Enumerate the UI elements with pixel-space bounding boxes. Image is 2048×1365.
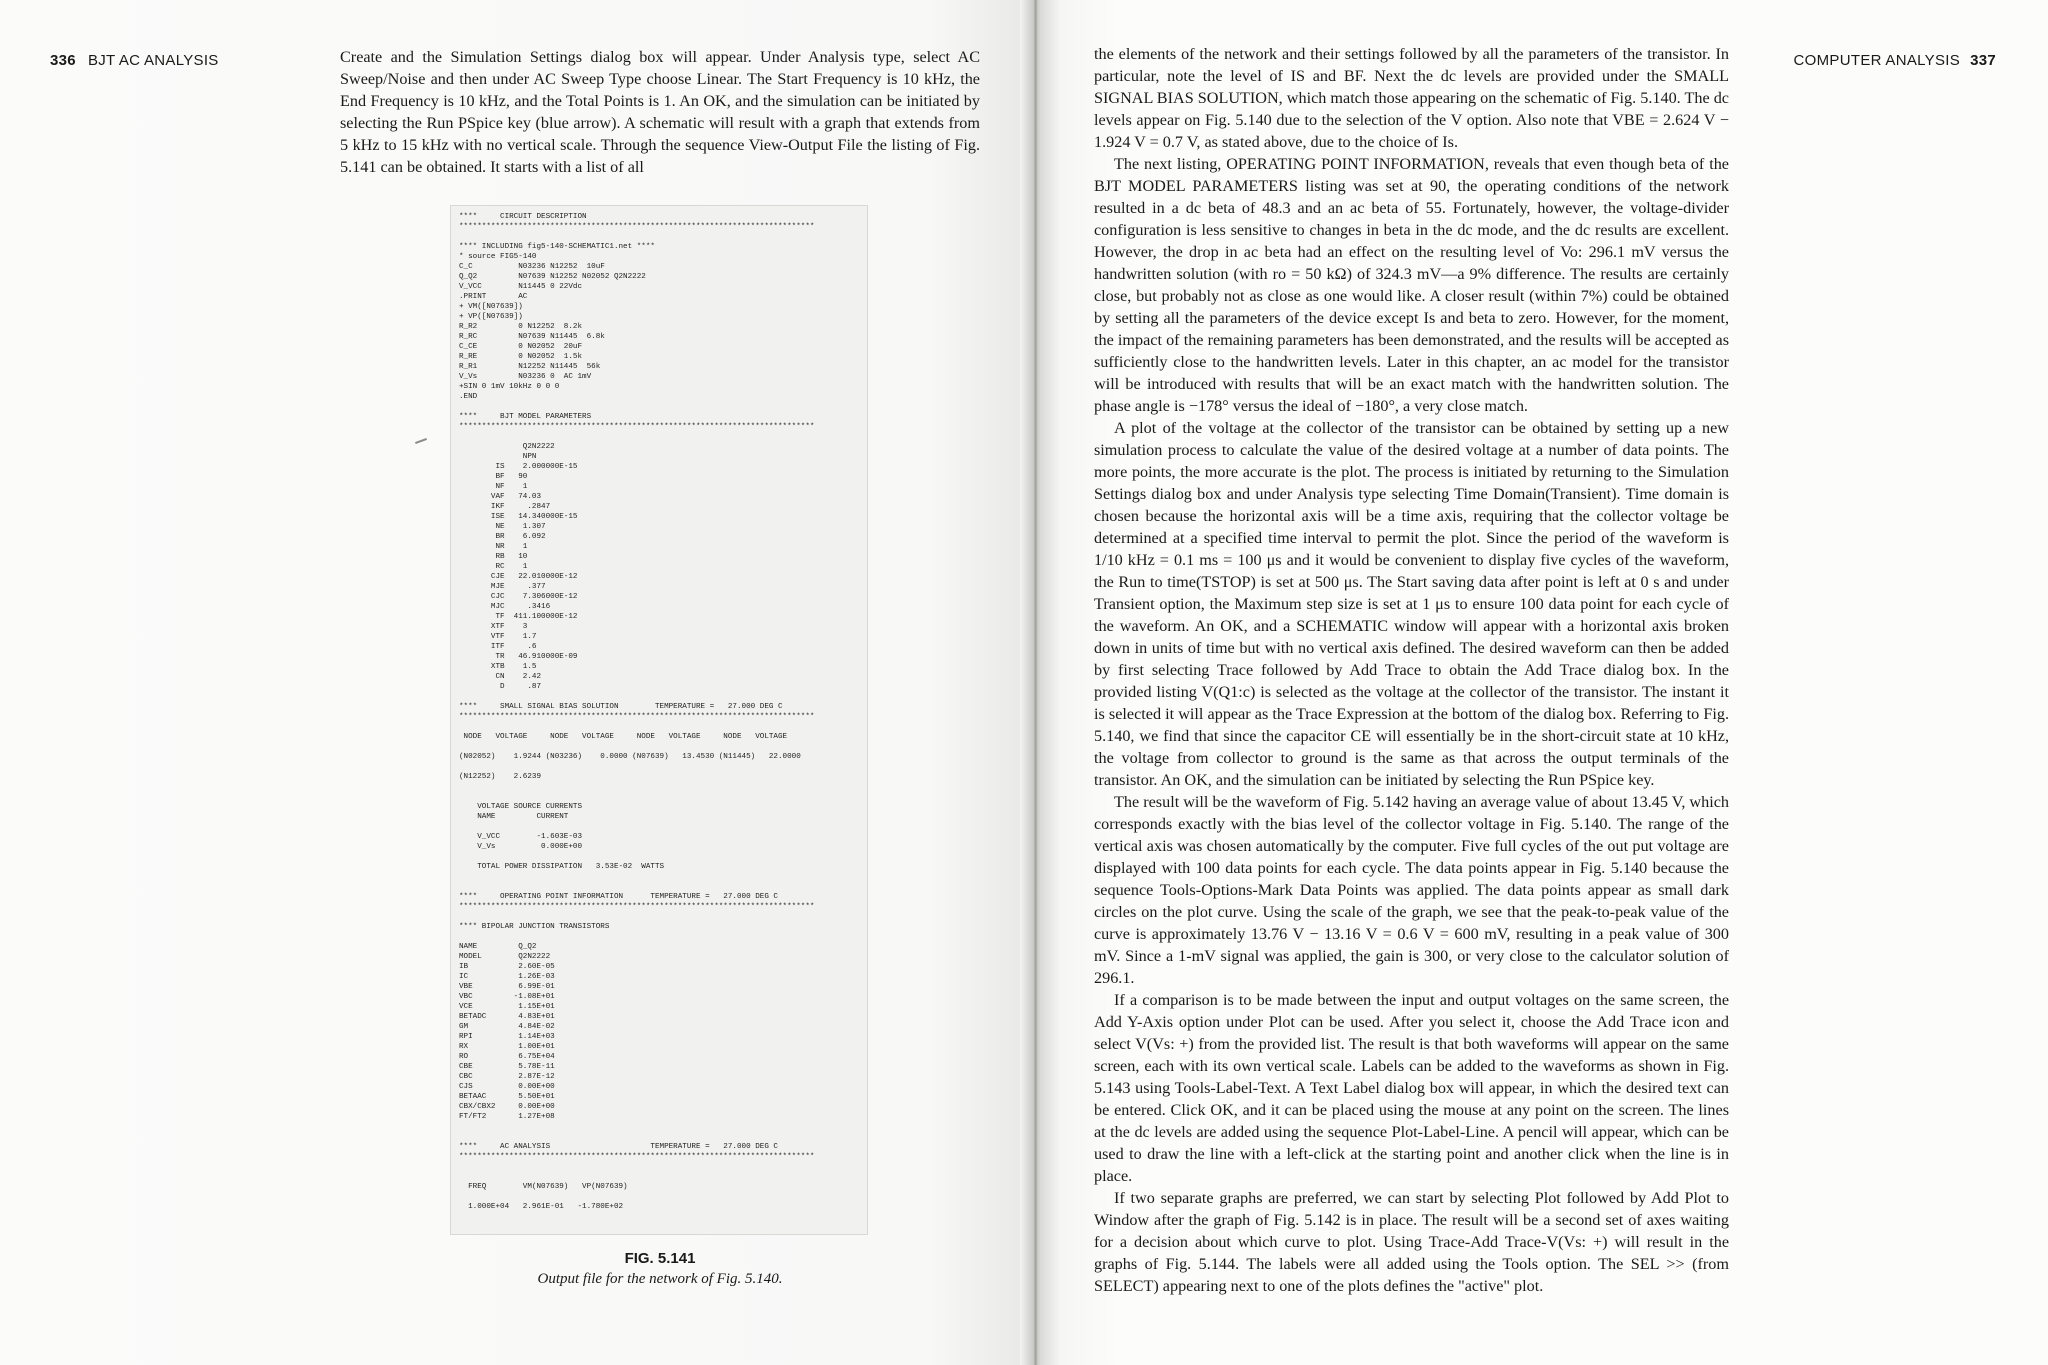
left-body-text [340,46,980,178]
listing-text: **** CIRCUIT DESCRIPTION ****************************************************************************** **** INCLUDING fig5-140-SCHEMATIC1.net **** * source FIG5-140 C_C N03236 N12252 10uF Q_Q2 N07639 N12252 N02052 Q2N2222 V_VCC N11445 0 22Vdc .PRINT AC + VM([N07639]) + VP([N07639]) R_R2 0 N12252 8.2k R_RC N07639 N11445 6.8k C_CE 0 N02052 20uF R_RE 0 N02052 1.5k R_R1 N12252 N11445 56k V_Vs N03236 0 AC 1mV +SIN 0 1mV 10kHz 0 0 0 .END **** BJT MODEL PARAMETERS ****************************************************************************** Q2N2222 NPN IS 2.000000E-15 BF 90 NF 1 VAF 74.03 IKF .2847 ISE 14.340000E-15 NE 1.307 BR 6.092 NR 1 RB 10 RC 1 CJE 22.010000E-12 MJE .377 CJC 7.306000E-12 MJC .3416 TF 411.100000E-12 XTF 3 VTF 1.7 ITF .6 TR 46.910000E-09 XTB 1.5 CN 2.42 D .87 **** SMALL SIGNAL BIAS SOLUTION TEMPERATURE = 27.000 DEG C ****************************************************************************** NODE VOLTAGE NODE VOLTAGE NODE VOLTAGE NODE VOLTAGE (N02052) 1.9244 (N03236) 0.0000 (N07639) 13.4530 (N11445) 22.0000 (N12252) 2.6239 VOLTAGE SOURCE CURRENTS NAME CURRENT V_VCC -1.603E-03 V_Vs 0.000E+00 TOTAL POWER DISSIPATION 3.53E-02 WATTS **** OPERATING POINT INFORMATION TEMPERATURE = 27.000 DEG C ****************************************************************************** **** BIPOLAR JUNCTION TRANSISTORS NAME Q_Q2 MODEL Q2N2222 IB 2.60E-05 IC 1.26E-03 VBE 6.99E-01 VBC -1.08E+01 VCE 1.15E+01 BETADC 4.83E+01 GM 4.84E-02 RPI 1.14E+03 RX 1.00E+01 RO 6.75E+04 CBE 5.78E-11 CBC 2.87E-12 CJS 0.00E+00 BETAAC 5.50E+01 CBX/CBX2 0.00E+00 FT/FT2 1.27E+08 **** AC ANALYSIS TEMPERATURE = 27.000 DEG C ****************************************************************************** FREQ VM(N07639) VP(N07639) 1.000E+04 2.961E-01 -1.780E+02 [459,213,815,1211]
right-page-number: 337 [1970,52,1996,69]
right-paragraph-4: The result will be the waveform of Fig. 5.142 having an average value of about 13.45 V, which corresponds exactly with the bias level of the collector voltage in Fig. 5.140. The range of the vertical axis was chosen automatically by the computer. Five full cycles of the out put voltage are displayed with 100 data points for each cycle. The data points appear in Fig. 5.140 because the sequence Tools-Options-Mark Data Points was applied. The data points appear as small dark circles on the plot curve. Using the scale of the graph, we see that the peak-to-peak value of the curve is approximately 13.76 V − 13.16 V = 0.6 V = 600 mV, resulting in a peak value of 300 mV. Since a 1-mV signal was applied, the gain is 300, or very close to the calculator solution of 296.1. [1094,793,1729,987]
figure-label: FIG. 5.141 [624,1250,696,1267]
right-paragraph-1: the elements of the network and their settings followed by all the parameters of the transistor. In particular, note the level of IS and BF. Next the dc levels are provided under the SMALL SIGNAL BIAS SOLUTION, which match those appearing on the schematic of Fig. 5.140. The dc levels appear on Fig. 5.140 due to the selection of the V option. Also note that VBE = 2.624 V − 1.924 V = 0.7 V, as stated above, due to the choice of Is. [1094,45,1729,151]
figure-caption-text: Output file for the network of Fig. 5.140. [537,1271,783,1287]
left-page-number: 336 [50,52,76,69]
right-page [1040,0,2048,1365]
right-paragraph-6: If two separate graphs are preferred, we can start by selecting Plot followed by Add Plot to Window after the graph of Fig. 5.142 is in place. The result will be a second set of axes waiting for a decision about which curve to plot. Using Trace-Add Trace-V(Vs: +) will result in the graphs of Fig. 5.144. The labels were all added using the Tools option. The SEL >> (from SELECT) appearing next to one of the plots defines the "active" plot. [1094,1189,1729,1295]
right-running-head [1794,52,1996,69]
right-paragraph-5: If a comparison is to be made between the input and output voltages on the same screen, the Add Y-Axis option under Plot can be used. After you select it, choose the Add Trace icon and select V(Vs: +) from the provided list. The result is that both waveforms will appear on the same screen, each with its own vertical scale. Labels can be added to the waveforms as shown in Fig. 5.143 using Tools-Label-Text. A Text Label dialog box will appear, in which the desired text can be entered. Click OK, and it can be placed using the mouse at any point on the screen. The lines at the dc levels are added using the sequence Plot-Label-Line. A pencil will appear, which can be used to draw the line with a left-click at the starting point and another click when the line is in place. [1094,991,1729,1185]
left-paragraph-1: Create and the Simulation Settings dialog box will appear. Under Analysis type, select AC Sweep/Noise and then under AC Sweep Type choose Linear. The Start Frequency is 10 kHz, the End Frequency is 10 kHz, and the Total Points is 1. An OK, and the simulation can be initiated by selecting the Run PSpice key (blue arrow). A schematic will result with a graph that extends from 5 kHz to 15 kHz with no vertical scale. Through the sequence View-Output File the listing of Fig. 5.141 can be obtained. It starts with a list of all [340,48,980,176]
right-paragraph-3: A plot of the voltage at the collector of the transistor can be obtained by setting up a new simulation process to calculate the value of the desired voltage at a number of data points. The more points, the more accurate is the plot. The process is initiated by returning to the Simulation Settings dialog box and under Analysis type selecting Time Domain(Transient). Time domain is chosen because the horizontal axis will be a time axis, requiring that the collector voltage be determined at a specified time interval to permit the plot. Since the period of the waveform is 1/10 kHz = 0.1 ms = 100 μs and it would be convenient to display five cycles of the waveform, the Run to time(TSTOP) is set at 500 μs. The Start saving data after point is left at 0 s and under Transient option, the Maximum step size is set at 1 μs to ensure 100 data point for each cycle of the waveform. An OK, and a SCHEMATIC window will appear with a horizontal axis broken down in units of time but with no vertical axis defined. The desired waveform can then be added by first selecting Trace followed by Add Trace to obtain the Add Trace dialog box. In the provided listing V(Q1:c) is selected as the voltage at the collector of the transistor. The instant it is selected it will appear as the Trace Expression at the bottom of the dialog box. Referring to Fig. 5.140, we find that since the capacitor CE will essentially be in the short-circuit state at 10 kHz, the voltage from collector to ground is the same as that across the output terminals of the transistor. An OK, and the simulation can be initiated by selecting the Run PSpice key. [1094,419,1729,789]
right-paragraph-2: The next listing, OPERATING POINT INFORMATION, reveals that even though beta of the BJT MODEL PARAMETERS listing was set at 90, the operating conditions of the network resulted in a dc beta of 48.3 and an ac beta of 55. Fortunately, however, the voltage-divider configuration is less sensitive to changes in beta in the dc mode, and the dc results are excellent. However, the drop in ac beta had an effect on the resulting level of Vo: 296.1 mV versus the handwritten solution (with ro = 50 kΩ) of 324.3 mV—a 9% difference. The results are certainly close, but probably not as close as one would like. A closer result (within 7%) could be obtained by setting all the parameters of the device except Is and beta to zero. However, for the moment, the impact of the remaining parameters has been demonstrated, and the results will be accepted as sufficiently close to the handwritten levels. Later in this chapter, an ac model for the transistor will be introduced with results that will be an exact match with the handwritten solution. The phase angle is −178° versus the ideal of −180°, a very close match. [1094,155,1729,415]
left-running-head [50,52,219,69]
pspice-output-listing [450,205,868,1235]
left-running-title: BJT AC ANALYSIS [87,52,219,69]
figure-caption [450,1250,870,1288]
right-body-text [1094,43,1729,1297]
right-running-title: COMPUTER ANALYSIS [1793,52,1961,69]
margin-pen-mark [415,438,427,444]
